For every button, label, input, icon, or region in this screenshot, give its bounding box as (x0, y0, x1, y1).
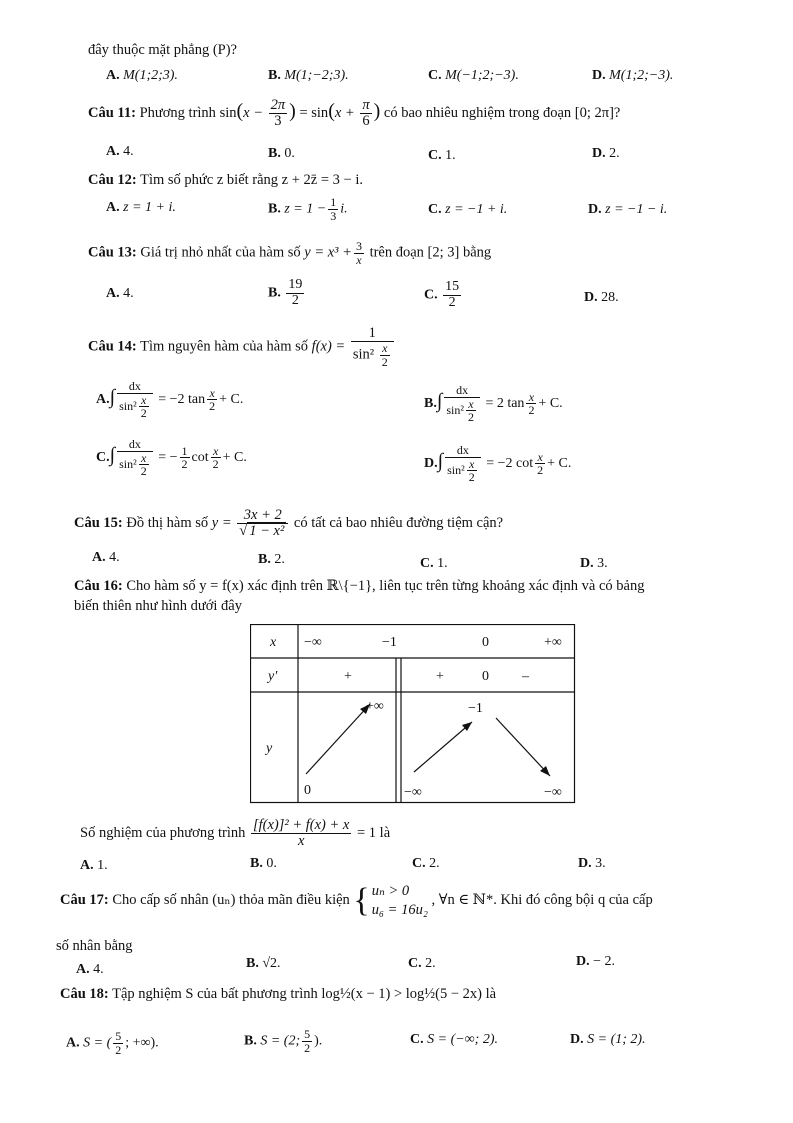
question-17: Câu 17: Cho cấp số nhân (uₙ) thỏa mãn điều kiện { uₙ > 0 u₆ = 16u₂ , ∀n ∈ ℕ*. Khi đó công bội q của cấp (60, 881, 653, 919)
q18-option-d: D. S = (1; 2). (570, 1032, 646, 1047)
q11-option-d: D. 2. (592, 146, 620, 161)
q15-option-c: C. 1. (420, 556, 448, 571)
q18-option-b: B. S = (2; $\frac{5}{2}$ ). (244, 1027, 323, 1055)
q11-option-c: C. 1. (428, 148, 456, 163)
y-plus-inf: +∞ (366, 699, 384, 714)
question-16: Câu 16: Cho hàm số y = f(x) xác định trên ℝ\{−1}, liên tục trên từng khoảng xác định và có bảng (74, 578, 645, 594)
q18-option-a: A. S = ( $\frac{5}{2}$ ; +∞). (66, 1029, 159, 1057)
q17-option-d: D. − 2. (576, 954, 616, 969)
continued-question-line: đây thuộc mặt phẳng (P)? (88, 42, 237, 58)
option-d: D. M(1;2;−3). (592, 68, 674, 83)
question-14: Câu 14: Tìm nguyên hàm của hàm số f(x) = 1 sin² $\frac{x}{2}$ (88, 326, 396, 368)
q16-option-d: D. 3. (578, 856, 606, 871)
x-minus-inf: −∞ (304, 635, 322, 650)
y-zero: 0 (304, 783, 311, 798)
q17-option-a: A. 4. (76, 962, 104, 977)
y-minus-one: −1 (468, 701, 483, 716)
q13-option-d: D. 28. (584, 290, 619, 305)
q17-option-c: C. 2. (408, 956, 436, 971)
y-minus-inf-1: −∞ (404, 785, 422, 800)
yp-sign-2: + (436, 669, 444, 684)
q16-option-a: A. 1. (80, 858, 108, 873)
question-15: Câu 15: Đồ thị hàm số y = $\frac{3x + 2}{\text{√ 1 − x²}}$ có tất cả bao nhiêu đường tiệm cận? (74, 507, 504, 540)
row-label-y: y (266, 741, 273, 756)
q15-option-b: B. 2. (258, 552, 285, 567)
q14-option-c: C.∫ dx sin² $\frac{x}{2}$ = − $\frac{1}{2}$ cot $\frac{x}{2}$ + C. (96, 437, 247, 479)
yp-zero: 0 (482, 669, 489, 684)
q17-option-b: B. √2. (246, 956, 281, 971)
question-11: Câu 11: Phương trình sin(x − $\frac{2\pi}{3}$ ) = sin(x + $\frac{\pi}{6}$ ) có bao nhiêu nghiệm trong đoạn [0; 2π]? (88, 97, 621, 130)
question-12: Câu 12: Tìm số phức z biết rằng z + 2z̄ = 3 − i. (88, 172, 363, 188)
row-label-x: x (270, 635, 277, 650)
increasing-arrow-1 (306, 704, 370, 774)
q15-option-d: D. 3. (580, 556, 608, 571)
yp-sign-3: – (522, 669, 529, 684)
q11-option-b: B. 0. (268, 146, 295, 161)
variation-table (250, 624, 576, 804)
option-c: C. M(−1;2;−3). (428, 68, 519, 83)
q14-option-b: B.∫ dx sin² $\frac{x}{2}$ = 2 tan $\frac{x}{2}$ + C. (424, 383, 563, 425)
q11-option-a: A. 4. (106, 144, 134, 159)
q16-option-b: B. 0. (250, 856, 277, 871)
x-minus-one: −1 (382, 635, 397, 650)
q16-option-c: C. 2. (412, 856, 440, 871)
q12-option-a: A. z = 1 + i. (106, 200, 176, 215)
q12-option-b: B. z = 1 − $\frac{1}{3}$ i. (268, 195, 348, 223)
q13-option-a: A. 4. (106, 286, 134, 301)
x-plus-inf: +∞ (544, 635, 562, 650)
y-minus-inf-2: −∞ (544, 785, 562, 800)
question-17-line2: số nhân bằng (56, 938, 133, 954)
question-16-line2: biến thiên như hình dưới đây (74, 598, 242, 614)
option-a: A. M(1;2;3). (106, 68, 178, 83)
q12-option-d: D. z = −1 − i. (588, 202, 668, 217)
q18-option-c: C. S = (−∞; 2). (410, 1032, 498, 1047)
option-b: B. M(1;−2;3). (268, 68, 349, 83)
q14-option-d: D.∫ dx sin² $\frac{x}{2}$ = −2 cot $\frac{x}{2}$ + C. (424, 443, 572, 485)
x-zero: 0 (482, 635, 489, 650)
yp-sign-1: + (344, 669, 352, 684)
question-16-ask: Số nghiệm của phương trình $\frac{\text{[f(x)]² + f(x) + x}}{x}$ = 1 là (80, 817, 391, 850)
question-18: Câu 18: Tập nghiệm S của bất phương trình log½(x − 1) > log½(5 − 2x) là (60, 986, 497, 1002)
q12-option-c: C. z = −1 + i. (428, 202, 508, 217)
question-13: Câu 13: Giá trị nhỏ nhất của hàm số y = x³ + $\frac{3}{x}$ trên đoạn [2; 3] bằng (88, 239, 492, 267)
q13-option-b: B. $\frac{19}{2}$ (268, 277, 303, 308)
q15-option-a: A. 4. (92, 550, 120, 565)
q13-option-c: C. $\frac{15}{2}$ (424, 279, 460, 310)
row-label-yprime: y' (268, 669, 278, 684)
q14-option-a: A.∫ dx sin² $\frac{x}{2}$ = −2 tan $\frac{x}{2}$ + C. (96, 379, 244, 421)
increasing-arrow-2 (414, 722, 472, 772)
decreasing-arrow (496, 718, 550, 776)
